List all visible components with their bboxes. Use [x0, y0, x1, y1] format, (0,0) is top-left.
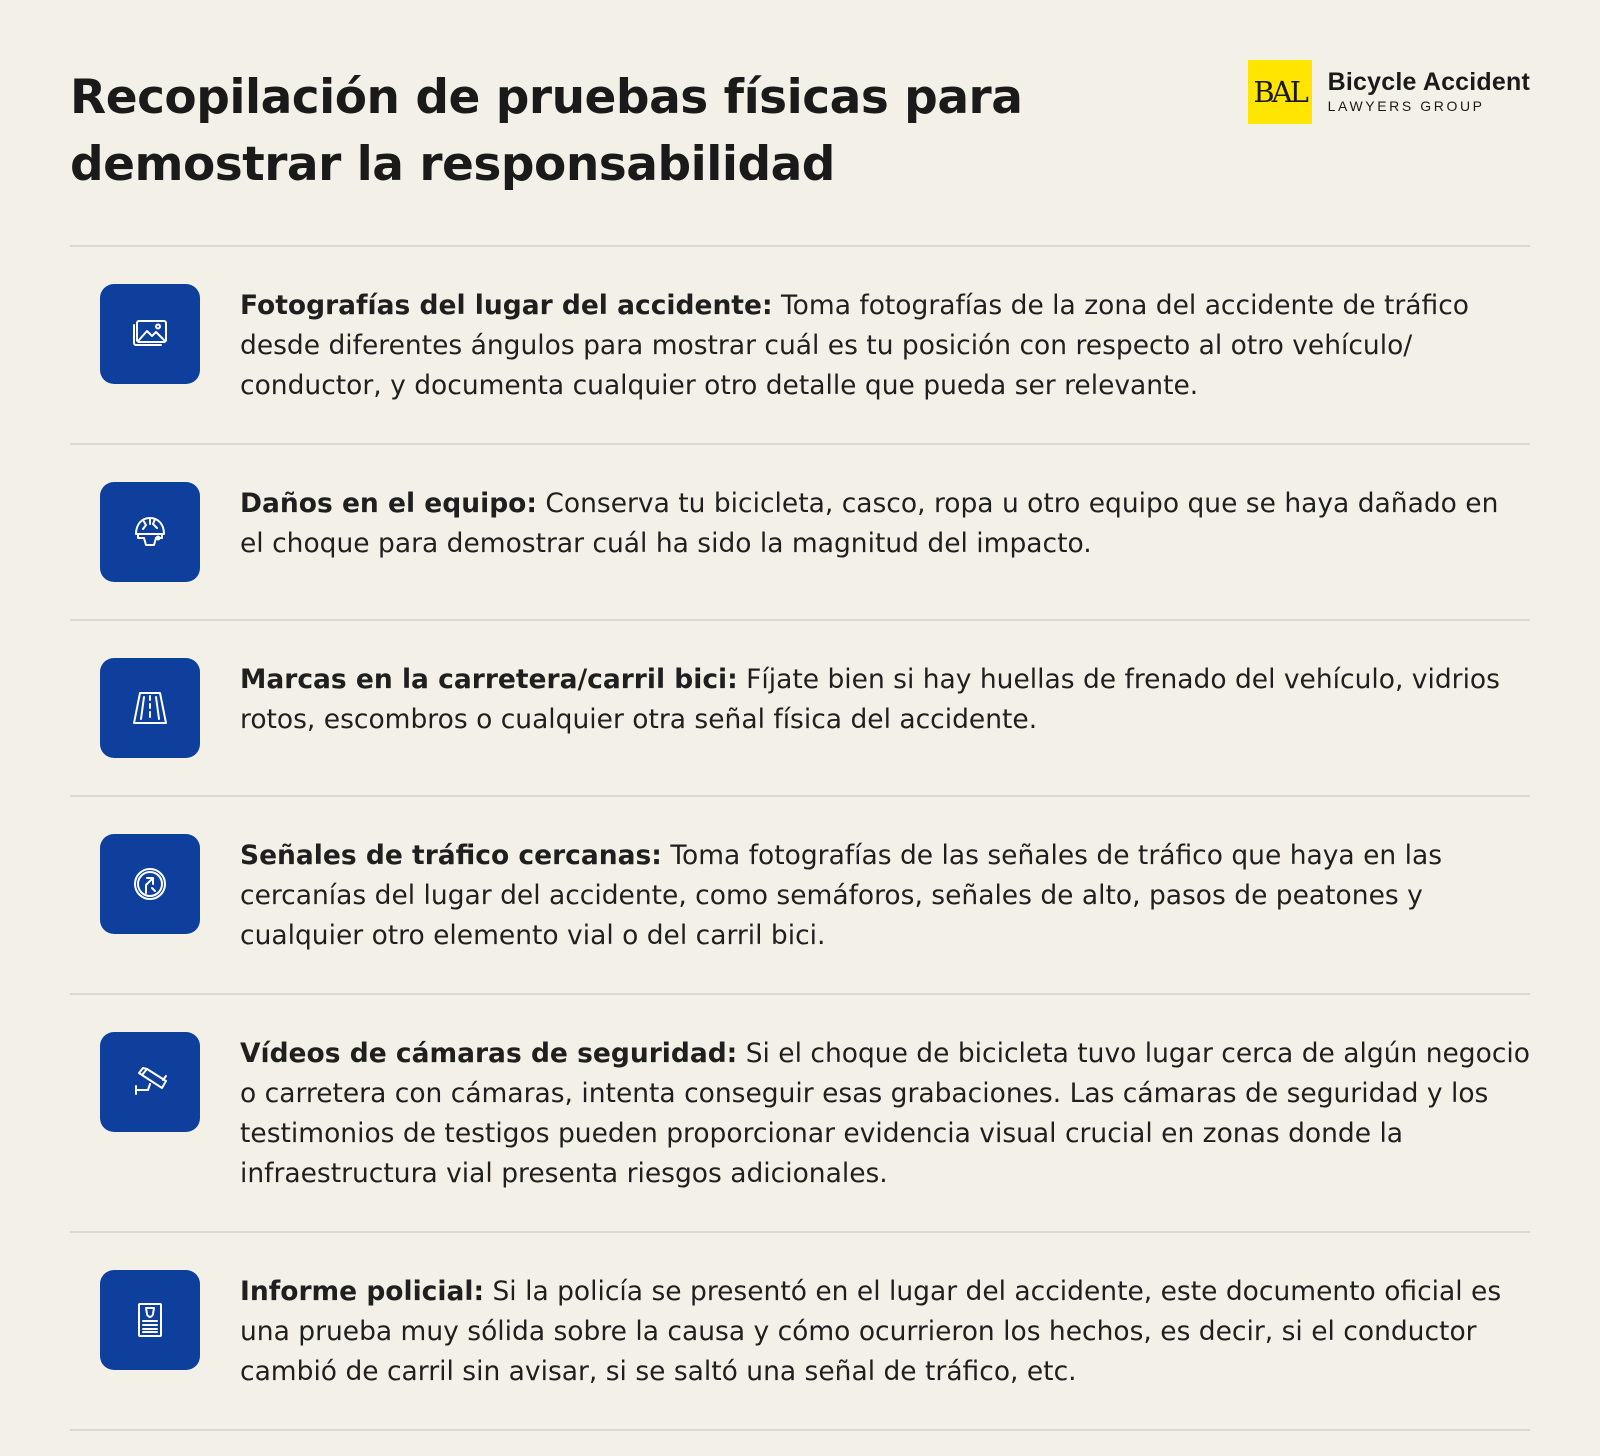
company-logo — [1248, 60, 1530, 124]
broken-helmet-icon — [100, 482, 200, 582]
logo-mark: BAL — [1248, 60, 1312, 124]
list-item — [70, 247, 1530, 445]
item-text — [240, 284, 1530, 406]
security-camera-icon — [100, 1032, 200, 1132]
item-text — [240, 1032, 1530, 1194]
item-text — [240, 1270, 1530, 1392]
item-description: Toma fotografías de la zona del accidente de tráfico desde diferentes ángulos para mostrar cuál es tu posición con respecto al otro vehículo/ conductor, y documenta cualquier otro detalle que pueda ser relevante. — [240, 290, 1470, 401]
item-description: Si el choque de bicicleta tuvo lugar cerca de algún negocio o carretera con cámaras, intenta conseguir esas grabaciones. Las cámaras de seguridad y los testimonios de testigos pueden proporcionar evidencia visual crucial en zonas donde la infraestructura vial presenta riesgos adicionales. — [240, 1038, 1530, 1189]
item-title: Informe policial: — [240, 1276, 485, 1307]
item-text — [240, 834, 1530, 956]
page-header — [70, 60, 1530, 200]
list-item — [70, 445, 1530, 621]
page-title — [70, 64, 1050, 198]
item-title: Señales de tráfico cercanas: — [240, 840, 662, 871]
item-title: Daños en el equipo: — [240, 488, 537, 519]
police-report-icon — [100, 1270, 200, 1370]
logo-subtitle: LAWYERS GROUP — [1327, 98, 1485, 114]
item-title: Marcas en la carretera/carril bici: — [240, 664, 738, 695]
item-title: Fotografías del lugar del accidente: — [240, 290, 773, 321]
item-description: Toma fotografías de las señales de tráfico que haya en las cercanías del lugar del accidente, como semáforos, señales de alto, pasos de peatones y cualquier otro elemento vial o del carril bici. — [240, 840, 1443, 951]
item-description: Si la policía se presentó en el lugar del accidente, este documento oficial es una prueba muy sólida sobre la causa y cómo ocurrieron los hechos, es decir, si el conductor cambió de carril sin avisar, si se saltó una señal de tráfico, etc. — [240, 1276, 1502, 1387]
list-item — [70, 995, 1530, 1233]
item-description: Conserva tu bicicleta, casco, ropa u otro equipo que se haya dañado en el choque para demostrar cuál ha sido la magnitud del impacto. — [240, 488, 1499, 559]
traffic-sign-icon — [100, 834, 200, 934]
list-item — [70, 1233, 1530, 1431]
road-icon — [100, 658, 200, 758]
photo-icon — [100, 284, 200, 384]
item-title: Vídeos de cámaras de seguridad: — [240, 1038, 738, 1069]
list-item — [70, 797, 1530, 995]
logo-name: Bicycle Accident — [1327, 68, 1530, 96]
logo-text — [1328, 68, 1530, 116]
page-title-line-1: Recopilación de pruebas físicas para — [70, 70, 1023, 125]
evidence-list — [70, 245, 1530, 1431]
item-text — [240, 658, 1530, 740]
list-item — [70, 621, 1530, 797]
item-description: Fíjate bien si hay huellas de frenado del vehículo, vidrios rotos, escombros o cualquier otra señal física del accidente. — [240, 664, 1500, 735]
item-text — [240, 482, 1530, 564]
page-title-line-2: demostrar la responsabilidad — [70, 137, 835, 192]
